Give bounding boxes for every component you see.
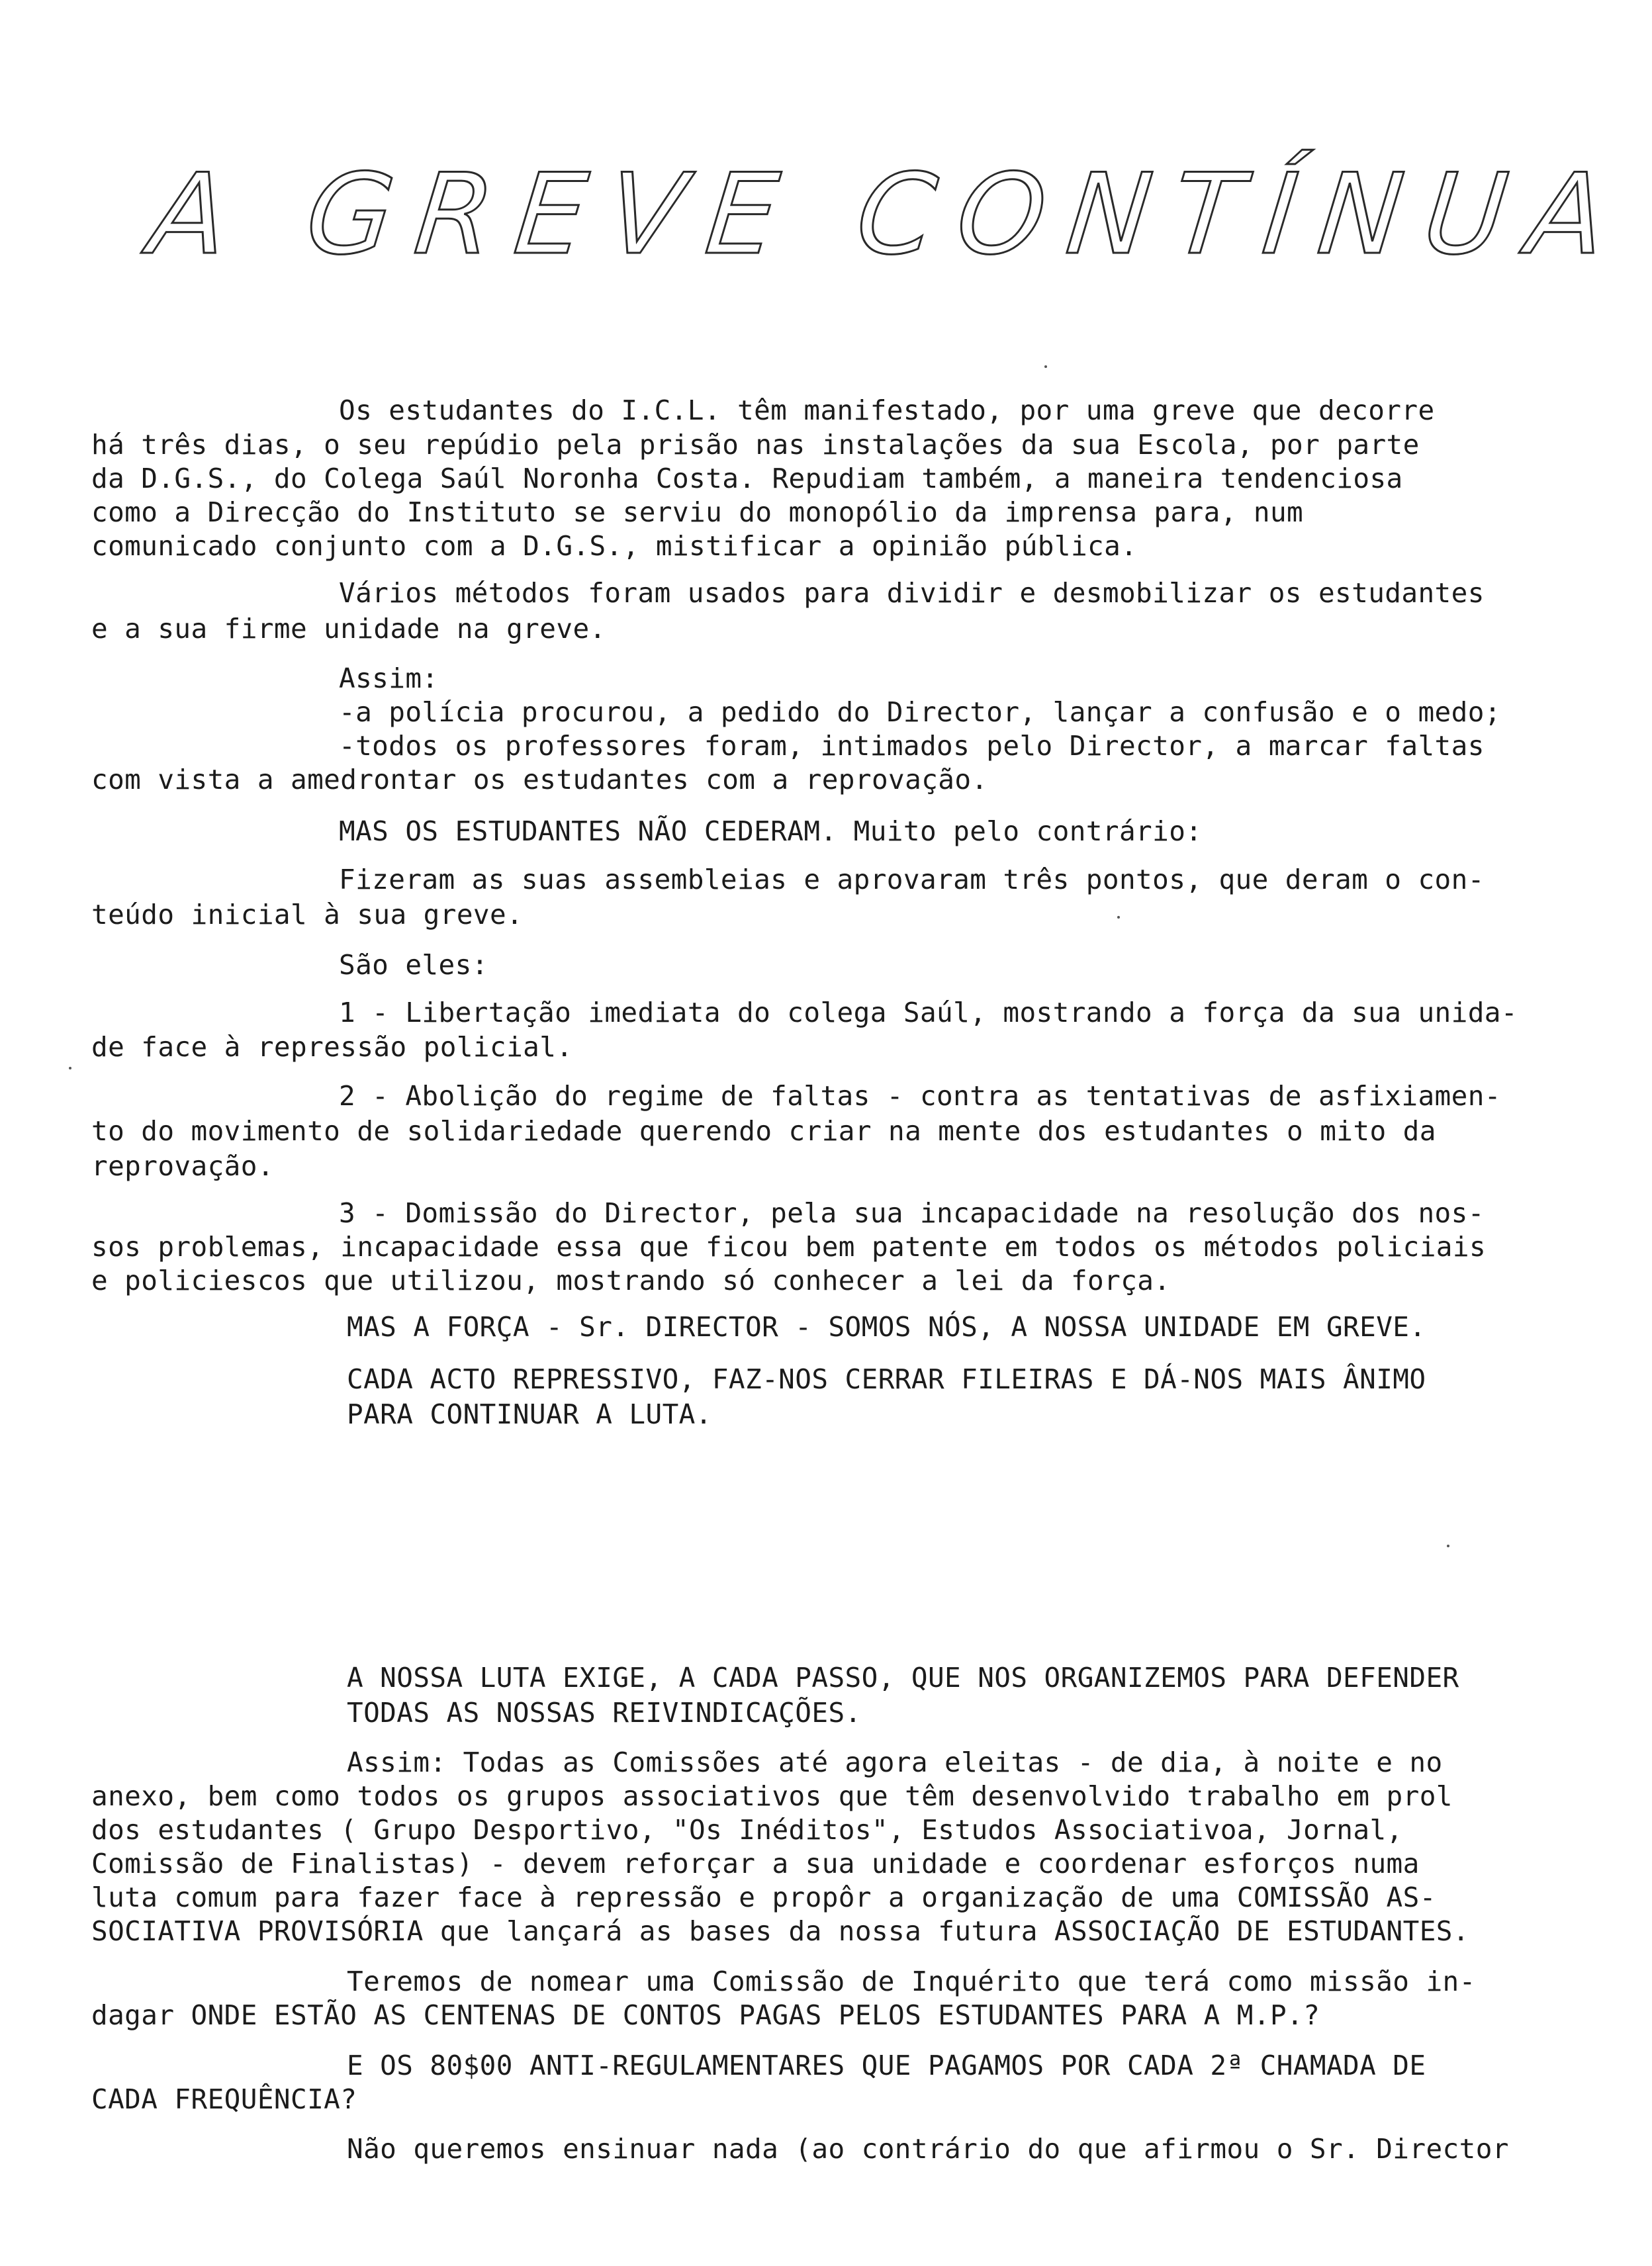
text-line: CADA FREQUÊNCIA?: [91, 2083, 357, 2115]
text-line: Os estudantes do I.C.L. têm manifestado, por uma greve que decorre: [339, 394, 1435, 426]
scan-speck: [1447, 1545, 1449, 1547]
text-line: TODAS AS NOSSAS REIVINDICAÇÕES.: [347, 1697, 862, 1729]
text-line: Não queremos ensinuar nada (ao contrário do que afirmou o Sr. Director: [347, 2133, 1509, 2165]
text-line: MAS A FORÇA - Sr. DIRECTOR - SOMOS NÓS, A NOSSA UNIDADE EM GREVE.: [347, 1311, 1426, 1343]
text-line: da D.G.S., do Colega Saúl Noronha Costa. Repudiam também, a maneira tendenciosa: [91, 463, 1403, 494]
text-line: SOCIATIVA PROVISÓRIA que lançará as bases da nossa futura ASSOCIAÇÃO DE ESTUDANTES.: [91, 1915, 1469, 1947]
text-line: sos problemas, incapacidade essa que ficou bem patente em todos os métodos policiais: [91, 1231, 1487, 1263]
text-line: E OS 80$00 ANTI-REGULAMENTARES QUE PAGAMOS POR CADA 2ª CHAMADA DE: [347, 2050, 1426, 2081]
text-line: e policiescos que utilizou, mostrando só conhecer a lei da força.: [91, 1265, 1171, 1296]
scan-speck: [69, 1067, 71, 1069]
text-line: CADA ACTO REPRESSIVO, FAZ-NOS CERRAR FILEIRAS E DÁ-NOS MAIS ÂNIMO: [347, 1363, 1426, 1395]
text-line: dagar ONDE ESTÃO AS CENTENAS DE CONTOS PAGAS PELOS ESTUDANTES PARA A M.P.?: [91, 1999, 1320, 2031]
text-line: Assim:: [339, 662, 439, 694]
page-title: A GREVE CONTÍNUA: [144, 150, 1635, 279]
text-line: com vista a amedrontar os estudantes com a reprovação.: [91, 764, 988, 795]
text-line: A NOSSA LUTA EXIGE, A CADA PASSO, QUE NOS ORGANIZEMOS PARA DEFENDER: [347, 1662, 1459, 1694]
text-line: PARA CONTINUAR A LUTA.: [347, 1398, 712, 1430]
text-line: MAS OS ESTUDANTES NÃO CEDERAM. Muito pelo contrário:: [339, 815, 1203, 847]
text-line: há três dias, o seu repúdio pela prisão nas instalações da sua Escola, por parte: [91, 429, 1420, 461]
text-line: Assim: Todas as Comissões até agora eleitas - de dia, à noite e no: [347, 1746, 1443, 1778]
text-line: 2 - Abolição do regime de faltas - contra as tentativas de asfixiamen-: [339, 1080, 1501, 1112]
text-line: anexo, bem como todos os grupos associativos que têm desenvolvido trabalho em prol: [91, 1780, 1453, 1812]
text-line: São eles:: [339, 949, 488, 981]
text-line: -todos os professores foram, intimados pelo Director, a marcar faltas: [339, 730, 1485, 762]
text-line: Comissão de Finalistas) - devem reforçar a sua unidade e coordenar esforços numa: [91, 1848, 1420, 1880]
text-line: reprovação.: [91, 1150, 274, 1182]
scan-speck: [1117, 916, 1120, 919]
text-line: como a Direcção do Instituto se serviu do monopólio da imprensa para, num: [91, 496, 1304, 528]
text-line: de face à repressão policial.: [91, 1031, 573, 1063]
text-line: 3 - Domissão do Director, pela sua incapacidade na resolução dos nos-: [339, 1197, 1485, 1229]
text-line: Vários métodos foram usados para dividir e desmobilizar os estudantes: [339, 577, 1485, 609]
text-line: Fizeram as suas assembleias e aprovaram três pontos, que deram o con-: [339, 864, 1485, 895]
text-line: -a polícia procurou, a pedido do Director, lançar a confusão e o medo;: [339, 696, 1501, 728]
text-line: Teremos de nomear uma Comissão de Inquérito que terá como missão in-: [347, 1966, 1476, 1997]
scan-speck: [1044, 365, 1047, 368]
text-line: teúdo inicial à sua greve.: [91, 899, 524, 930]
text-line: to do movimento de solidariedade querendo criar na mente dos estudantes o mito da: [91, 1115, 1436, 1147]
text-line: 1 - Libertação imediata do colega Saúl, mostrando a força da sua unida-: [339, 997, 1518, 1028]
text-line: luta comum para fazer face à repressão e propôr a organização de uma COMISSÃO AS-: [91, 1881, 1436, 1913]
text-line: comunicado conjunto com a D.G.S., mistificar a opinião pública.: [91, 530, 1138, 562]
text-line: dos estudantes ( Grupo Desportivo, "Os Inéditos", Estudos Associativoa, Jornal,: [91, 1814, 1403, 1846]
text-line: e a sua firme unidade na greve.: [91, 613, 606, 645]
